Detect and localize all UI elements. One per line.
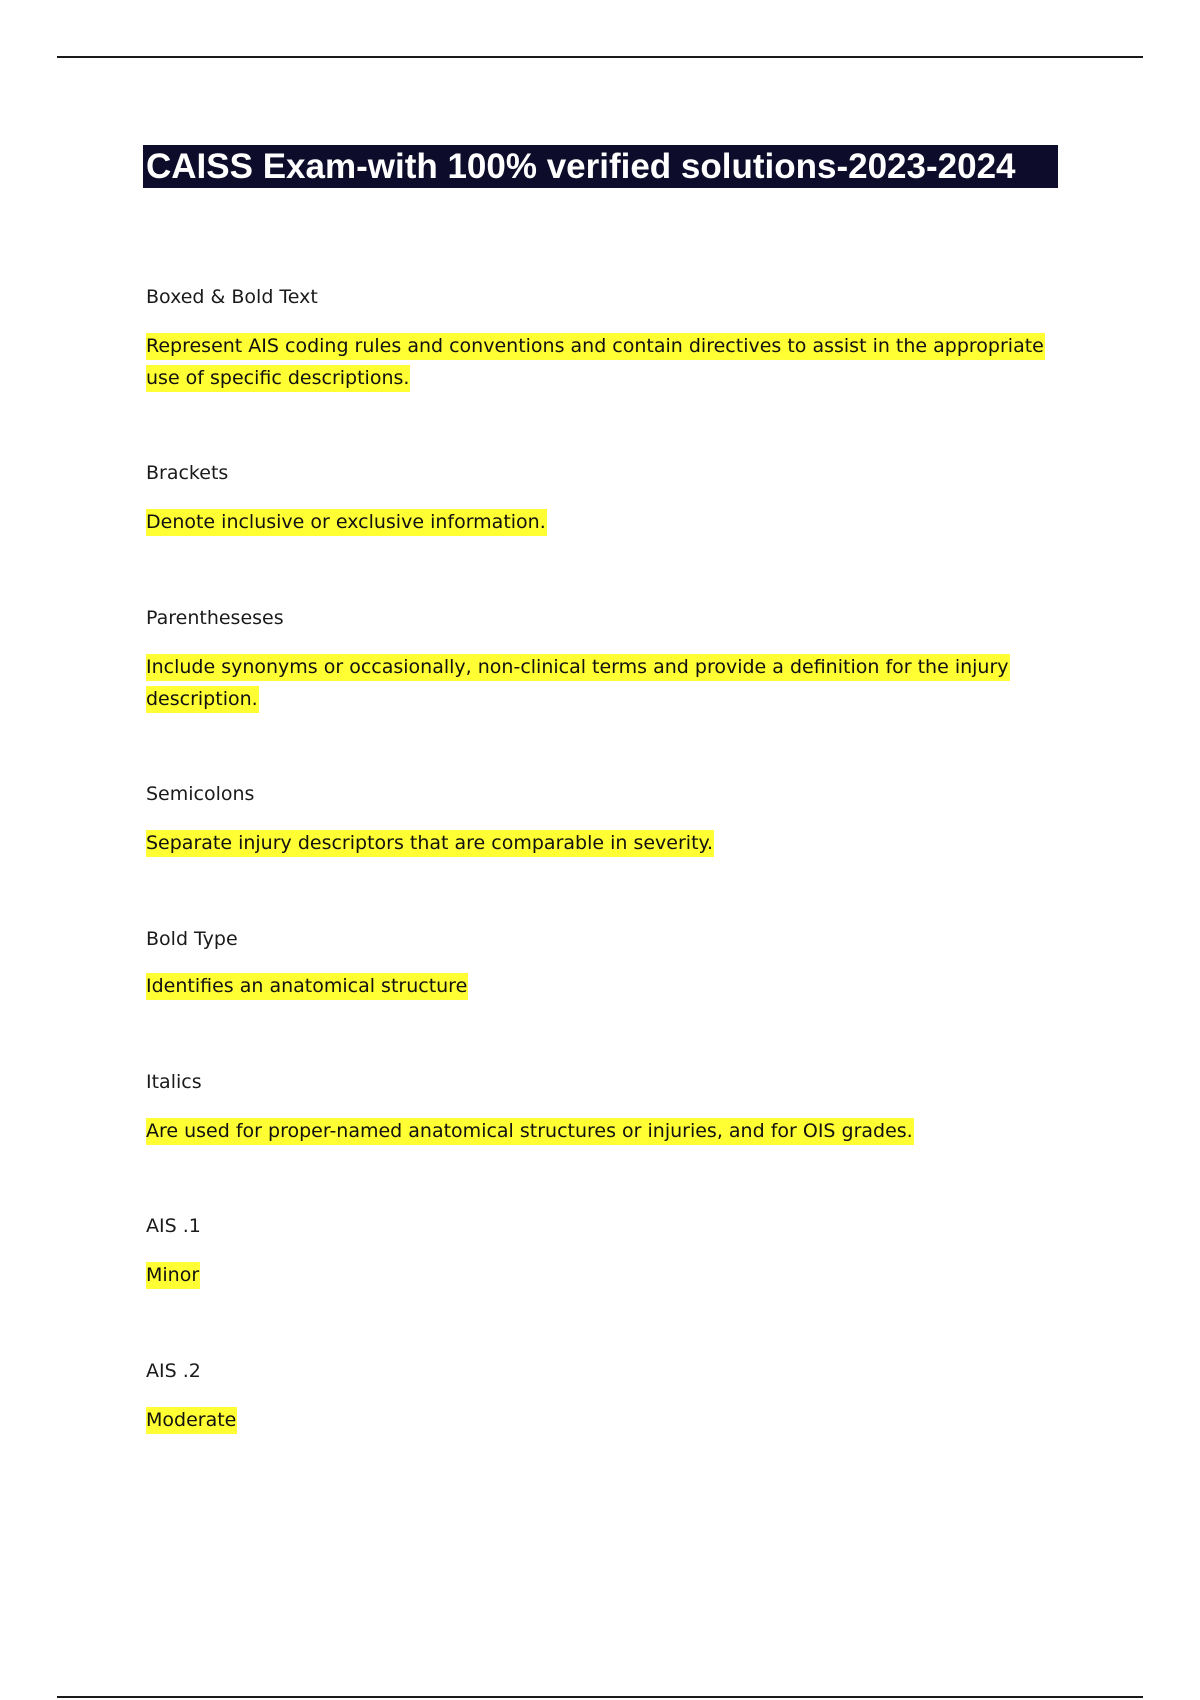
question-term: AIS .1: [146, 1215, 201, 1237]
answer-definition: [146, 1259, 1046, 1291]
answer-highlight: Are used for proper-named anatomical structures or injuries, and for OIS grades.: [146, 1118, 914, 1145]
question-term: Boxed & Bold Text: [146, 286, 318, 308]
footer-rule: [57, 1696, 1143, 1698]
question-term: Parentheseses: [146, 607, 284, 629]
answer-definition: [146, 330, 1046, 394]
question-term: Italics: [146, 1071, 202, 1093]
question-term: Bold Type: [146, 928, 238, 950]
answer-highlight: Denote inclusive or exclusive information.: [146, 509, 547, 536]
answer-definition: [146, 506, 1046, 538]
answer-definition: [146, 827, 1046, 859]
answer-highlight: Moderate: [146, 1407, 237, 1434]
answer-definition: [146, 970, 1046, 1002]
answer-highlight: Separate injury descriptors that are comparable in severity.: [146, 830, 714, 857]
answer-definition: [146, 1404, 1046, 1436]
question-term: Semicolons: [146, 783, 255, 805]
answer-highlight: Represent AIS coding rules and conventions and contain directives to assist in the appropriate use of specific descriptions.: [146, 333, 1045, 392]
answer-highlight: Include synonyms or occasionally, non-clinical terms and provide a definition for the injury description.: [146, 654, 1010, 713]
answer-definition: [146, 1115, 1046, 1147]
document-title: CAISS Exam-with 100% verified solutions-2023-2024: [143, 145, 1058, 188]
answer-highlight: Minor: [146, 1262, 200, 1289]
question-term: Brackets: [146, 462, 229, 484]
answer-highlight: Identifies an anatomical structure: [146, 973, 468, 1000]
answer-definition: [146, 651, 1046, 715]
question-term: AIS .2: [146, 1360, 201, 1382]
